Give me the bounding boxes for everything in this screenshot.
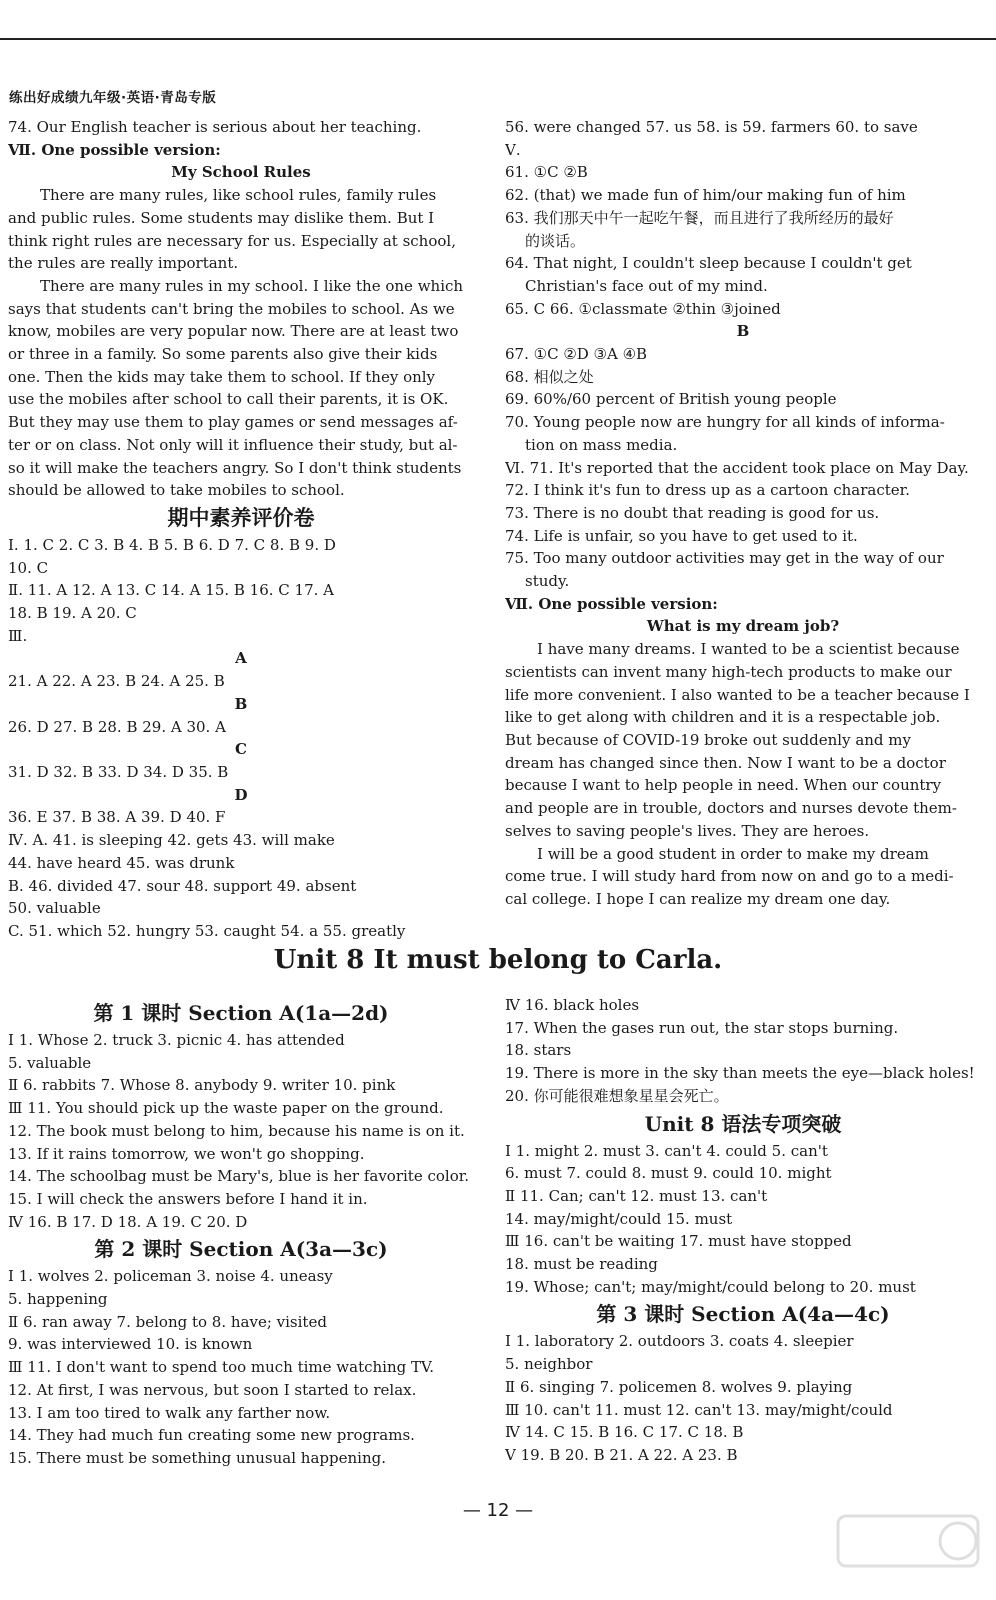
subsection-label: D xyxy=(234,785,248,804)
essay-line: There are many rules, like school rules, family rules xyxy=(40,186,437,205)
answer-line: 5. valuable xyxy=(8,1053,92,1072)
answer-line: Ⅲ 11. You should pick up the waste paper on the ground. xyxy=(8,1099,444,1118)
answer-line: 13. I am too tired to walk any farther now. xyxy=(8,1403,331,1422)
answer-line: 75. Too many outdoor activities may get in the way of our xyxy=(505,549,944,568)
essay-line: cal college. I hope I can realize my dream one day. xyxy=(505,889,891,908)
essay-line: life more convenient. I also wanted to be a teacher because I xyxy=(505,685,970,704)
essay-line: should be allowed to take mobiles to school. xyxy=(8,481,345,500)
answer-line: 63. 我们那天中午一起吃午餐，而且进行了我所经历的最好 xyxy=(505,208,894,227)
answer-line: tion on mass media. xyxy=(525,435,678,454)
watermark-logo xyxy=(828,1506,988,1596)
answer-line: Ⅲ 11. I don't want to spend too much time watching TV. xyxy=(8,1358,434,1377)
answer-line: 6. must 7. could 8. must 9. could 10. might xyxy=(505,1164,832,1183)
answer-line: Ⅰ 1. Whose 2. truck 3. picnic 4. has attended xyxy=(8,1031,345,1049)
essay-line: scientists can invent many high-tech products to make our xyxy=(505,662,952,681)
answer-line: 69. 60%/60 percent of British young people xyxy=(505,390,837,409)
answer-line: Ⅲ 16. can't be waiting 17. must have stopped xyxy=(505,1232,852,1251)
answer-line: 70. Young people now are hungry for all kinds of informa- xyxy=(505,413,945,432)
page-header: 练出好成绩九年级·英语·青岛专版 xyxy=(9,90,217,106)
answer-line: 62. (that) we made fun of him/our making fun of him xyxy=(505,186,906,205)
unit-title: Unit 8 It must belong to Carla. xyxy=(273,945,723,975)
subsection-label: B xyxy=(234,694,248,713)
answer-line: Ⅱ. 11. A 12. A 13. C 14. A 15. B 16. C 17. A xyxy=(8,581,335,600)
answer-line: 15. There must be something unusual happening. xyxy=(8,1448,386,1467)
essay-line: one. Then the kids may take them to school. If they only xyxy=(8,367,436,386)
answer-line: 67. ①C ②D ③A ④B xyxy=(505,345,648,364)
answer-line: Ⅰ 1. laboratory 2. outdoors 3. coats 4. sleepier xyxy=(505,1332,854,1351)
answer-line: Ⅲ. xyxy=(8,626,28,645)
essay-line: But because of COVID-19 broke out suddenly and my xyxy=(505,730,911,749)
grammar-title: Unit 8 语法专项突破 xyxy=(644,1111,842,1136)
answer-line: 74. Our English teacher is serious about her teaching. xyxy=(8,118,422,136)
midterm-title: 期中素养评价卷 xyxy=(167,505,315,530)
answer-line: 64. That night, I couldn't sleep because I couldn't get xyxy=(505,254,912,273)
answer-line: 9. was interviewed 10. is known xyxy=(8,1335,253,1354)
answer-line: 18. B 19. A 20. C xyxy=(8,604,137,623)
answer-line: study. xyxy=(525,572,570,591)
subsection-label: C xyxy=(235,740,247,759)
answer-line: 12. At first, I was nervous, but soon I started to relax. xyxy=(8,1380,417,1399)
answer-line: 56. were changed 57. us 58. is 59. farmers 60. to save xyxy=(505,118,918,136)
lesson-title: 第 1 课时 Section A(1a—2d) xyxy=(93,1001,389,1025)
right-column-lower xyxy=(505,994,981,1467)
answer-line: 65. C 66. ①classmate ②thin ③joined xyxy=(505,299,781,318)
answer-line: 5. happening xyxy=(8,1290,108,1309)
answer-line: 10. C xyxy=(8,558,49,577)
essay-line: says that students can't bring the mobiles to school. As we xyxy=(8,299,455,318)
answer-line: 12. The book must belong to him, because his name is on it. xyxy=(8,1121,465,1140)
essay-title: My School Rules xyxy=(171,163,311,182)
answer-line: Christian's face out of my mind. xyxy=(525,276,768,295)
essay-line: like to get along with children and it is a respectable job. xyxy=(505,708,941,727)
answer-line: Ⅴ. xyxy=(505,140,521,159)
subsection-label: A xyxy=(235,649,247,668)
essay-line: and public rules. Some students may dislike them. But I xyxy=(8,208,435,227)
answer-line: 19. There is more in the sky than meets the eye—black holes! xyxy=(505,1064,975,1083)
answer-line: 74. Life is unfair, so you have to get used to it. xyxy=(505,526,858,545)
answer-line: C. 51. which 52. hungry 53. caught 54. a 55. greatly xyxy=(8,921,406,940)
answer-line: 的谈话。 xyxy=(525,231,586,250)
essay-line: selves to saving people's lives. They are heroes. xyxy=(505,821,870,840)
essay-line: and people are in trouble, doctors and nurses devote them- xyxy=(505,799,957,818)
answer-line: 18. stars xyxy=(505,1041,572,1060)
answer-line: Ⅲ 10. can't 11. must 12. can't 13. may/might/could xyxy=(505,1400,893,1419)
answer-line: Ⅶ. One possible version: xyxy=(505,594,718,613)
lesson-title: 第 3 课时 Section A(4a—4c) xyxy=(596,1302,890,1327)
answer-line: Ⅳ. A. 41. is sleeping 42. gets 43. will make xyxy=(8,831,335,850)
answer-line: 5. neighbor xyxy=(505,1355,593,1374)
left-column-upper xyxy=(8,116,474,943)
answer-line: B. 46. divided 47. sour 48. support 49. absent xyxy=(8,876,357,895)
right-column-upper xyxy=(505,116,981,911)
subsection-label: B xyxy=(736,322,750,341)
answer-line: 73. There is no doubt that reading is good for us. xyxy=(505,503,880,522)
essay-line: But they may use them to play games or send messages af- xyxy=(8,413,458,432)
essay-line: the rules are really important. xyxy=(8,254,239,273)
lesson-title: 第 2 课时 Section A(3a—3c) xyxy=(94,1237,388,1262)
answer-line: 36. E 37. B 38. A 39. D 40. F xyxy=(8,808,226,827)
answer-line: Ⅰ 1. might 2. must 3. can't 4. could 5. can't xyxy=(505,1141,828,1160)
essay-line: because I want to help people in need. When our country xyxy=(505,776,942,795)
answer-line: 17. When the gases run out, the star stops burning. xyxy=(505,1018,899,1037)
essay-line: There are many rules in my school. I like the one which xyxy=(40,276,464,295)
essay-title: What is my dream job? xyxy=(646,617,840,636)
answer-line: Ⅳ 16. B 17. D 18. A 19. C 20. D xyxy=(8,1212,248,1231)
essay-line: or three in a family. So some parents also give their kids xyxy=(8,345,438,364)
answer-line: 31. D 32. B 33. D 34. D 35. B xyxy=(8,762,229,781)
essay-line: dream has changed since then. Now I want to be a doctor xyxy=(505,753,946,772)
essay-line: so it will make the teachers angry. So I don't think students xyxy=(8,458,462,477)
essay-line: come true. I will study hard from now on and go to a medi- xyxy=(505,867,954,886)
answer-line: 14. may/might/could 15. must xyxy=(505,1209,733,1228)
essay-line: I have many dreams. I wanted to be a scientist because xyxy=(537,640,960,659)
essay-line: use the mobiles after school to call their parents, it is OK. xyxy=(8,390,449,409)
answer-line: 19. Whose; can't; may/might/could belong to 20. must xyxy=(505,1277,916,1296)
essay-line: ter or on class. Not only will it influence their study, but al- xyxy=(8,435,458,454)
answer-line: Ⅱ 6. singing 7. policemen 8. wolves 9. playing xyxy=(505,1377,853,1396)
answer-line: 72. I think it's fun to dress up as a cartoon character. xyxy=(505,481,910,500)
essay-line: think right rules are necessary for us. Especially at school, xyxy=(8,231,456,250)
answer-line: Ⅰ 1. wolves 2. policeman 3. noise 4. uneasy xyxy=(8,1267,333,1286)
answer-line: 26. D 27. B 28. B 29. A 30. A xyxy=(8,717,226,736)
answer-line: Ⅱ 6. rabbits 7. Whose 8. anybody 9. writer 10. pink xyxy=(8,1076,396,1095)
left-column-lower xyxy=(8,997,474,1470)
answer-line: 14. They had much fun creating some new programs. xyxy=(8,1426,415,1445)
answer-line: 61. ①C ②B xyxy=(505,163,588,182)
answer-line: 68. 相似之处 xyxy=(505,367,594,386)
top-rule xyxy=(0,38,996,40)
answer-line: 50. valuable xyxy=(8,899,101,918)
answer-line: 14. The schoolbag must be Mary's, blue is her favorite color. xyxy=(8,1167,470,1186)
answer-line: Ⅴ 19. B 20. B 21. A 22. A 23. B xyxy=(505,1445,738,1464)
answer-line: Ⅶ. One possible version: xyxy=(8,140,221,159)
answer-line: 15. I will check the answers before I hand it in. xyxy=(8,1189,368,1208)
answer-line: 21. A 22. A 23. B 24. A 25. B xyxy=(8,672,225,691)
answer-line: 13. If it rains tomorrow, we won't go shopping. xyxy=(8,1144,365,1163)
page-number: — 12 — xyxy=(462,1500,534,1521)
answer-line: Ⅱ 11. Can; can't 12. must 13. can't xyxy=(505,1186,768,1205)
answer-line: Ⅳ 16. black holes xyxy=(505,996,640,1014)
essay-line: I will be a good student in order to make my dream xyxy=(537,844,929,863)
answer-line: 18. must be reading xyxy=(505,1255,658,1274)
essay-line: know, mobiles are very popular now. There are at least two xyxy=(8,322,459,341)
answer-line: Ⅳ 14. C 15. B 16. C 17. C 18. B xyxy=(505,1423,744,1442)
answer-line: Ⅵ. 71. It's reported that the accident took place on May Day. xyxy=(505,458,969,477)
answer-line: 44. have heard 45. was drunk xyxy=(8,853,235,872)
answer-line: 20. 你可能很难想象星星会死亡。 xyxy=(505,1086,729,1105)
answer-line: Ⅱ 6. ran away 7. belong to 8. have; visited xyxy=(8,1312,327,1331)
answer-line: Ⅰ. 1. C 2. C 3. B 4. B 5. B 6. D 7. C 8. B 9. D xyxy=(8,535,336,554)
